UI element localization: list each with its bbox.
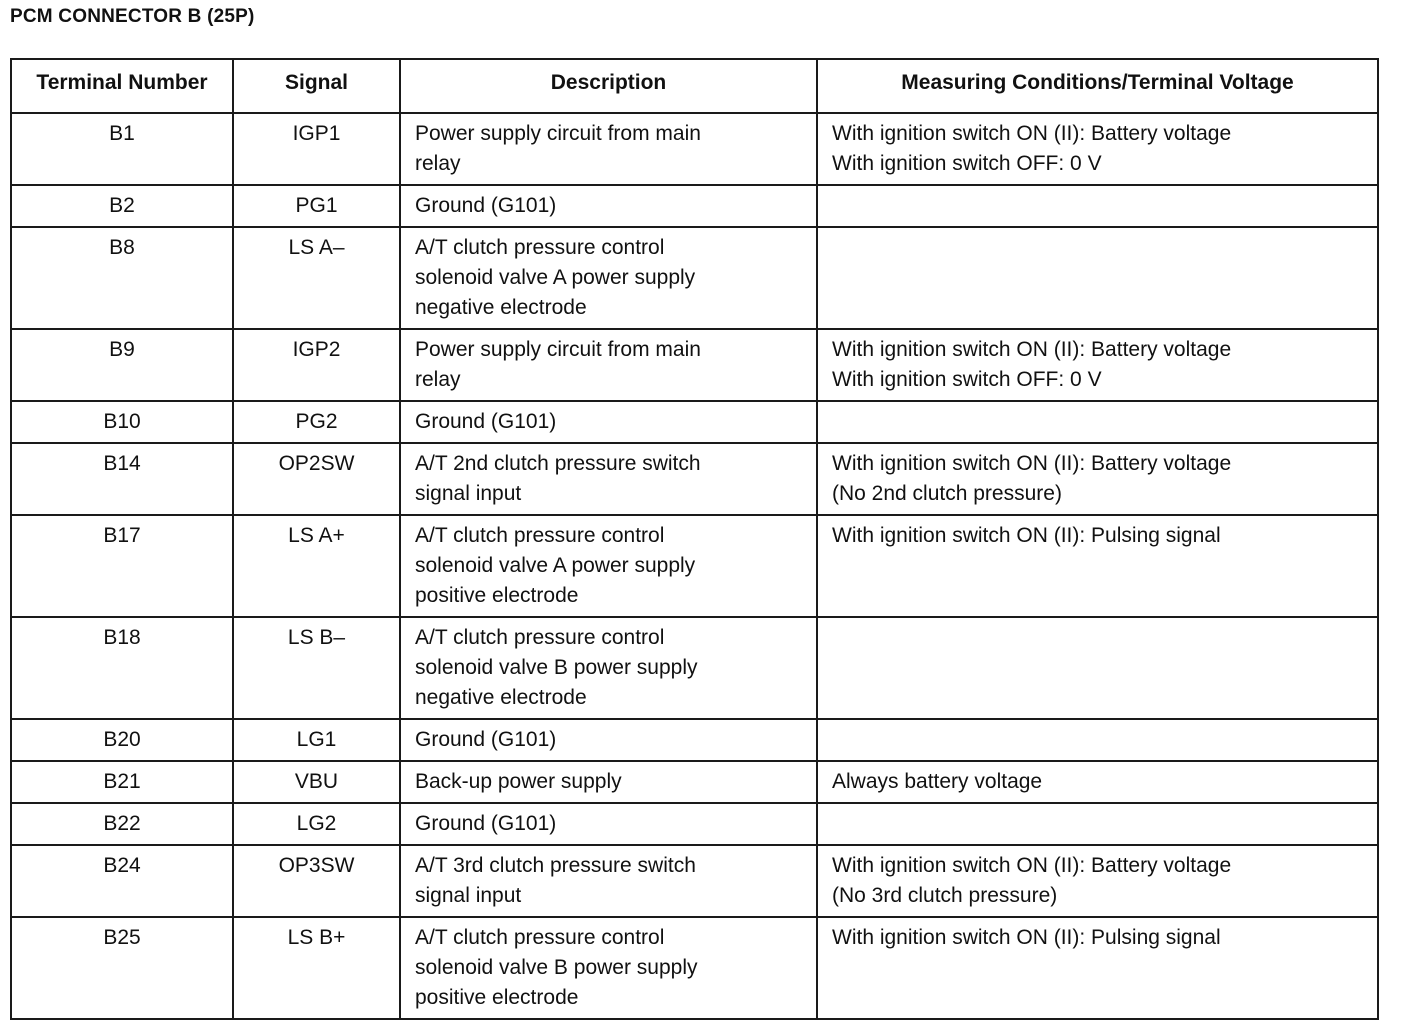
conditions-line: With ignition switch ON (II): Battery voltage (832, 452, 1232, 475)
signal-cell: OP2SW (233, 443, 400, 515)
description-cell (400, 443, 817, 515)
header-terminal-number: Terminal Number (11, 59, 233, 113)
conditions-line: With ignition switch ON (II): Battery voltage (832, 122, 1232, 145)
description-line: positive electrode (415, 584, 579, 607)
conditions-cell (817, 917, 1378, 1019)
terminal-number-cell: B1 (11, 113, 233, 185)
signal-cell: PG2 (233, 401, 400, 443)
terminal-number-cell: B14 (11, 443, 233, 515)
description-line: Ground (G101) (415, 194, 557, 217)
conditions-cell (817, 761, 1378, 803)
description-cell (400, 917, 817, 1019)
signal-cell: IGP1 (233, 113, 400, 185)
signal-cell: OP3SW (233, 845, 400, 917)
signal-cell: LS B+ (233, 917, 400, 1019)
terminal-number-cell: B21 (11, 761, 233, 803)
table-row (11, 113, 1378, 185)
conditions-cell (817, 803, 1378, 845)
conditions-line: With ignition switch OFF: 0 V (832, 368, 1102, 391)
table-row (11, 719, 1378, 761)
description-line: relay (415, 152, 461, 175)
conditions-cell (817, 515, 1378, 617)
table-row (11, 227, 1378, 329)
description-line: solenoid valve A power supply (415, 266, 696, 289)
terminal-number-cell: B8 (11, 227, 233, 329)
signal-cell: PG1 (233, 185, 400, 227)
conditions-cell (817, 617, 1378, 719)
conditions-line: With ignition switch ON (II): Pulsing signal (832, 524, 1221, 547)
conditions-line: (No 3rd clutch pressure) (832, 884, 1058, 907)
signal-cell: IGP2 (233, 329, 400, 401)
description-cell (400, 845, 817, 917)
description-cell (400, 227, 817, 329)
description-cell (400, 113, 817, 185)
description-line: A/T clutch pressure control (415, 926, 665, 949)
table-body (11, 113, 1378, 1019)
page-title: PCM CONNECTOR B (25P) (10, 6, 255, 27)
conditions-cell (817, 845, 1378, 917)
description-cell (400, 803, 817, 845)
header-description: Description (400, 59, 817, 113)
description-cell (400, 185, 817, 227)
table-row (11, 617, 1378, 719)
description-line: relay (415, 368, 461, 391)
header-row (11, 59, 1378, 113)
description-line: A/T clutch pressure control (415, 524, 665, 547)
description-line: Ground (G101) (415, 728, 557, 751)
description-cell (400, 515, 817, 617)
description-cell (400, 719, 817, 761)
conditions-line: Always battery voltage (832, 770, 1043, 793)
description-line: signal input (415, 482, 522, 505)
terminal-number-cell: B18 (11, 617, 233, 719)
terminal-number-cell: B2 (11, 185, 233, 227)
table-row (11, 401, 1378, 443)
conditions-line: (No 2nd clutch pressure) (832, 482, 1062, 505)
table-row (11, 761, 1378, 803)
terminal-number-cell: B10 (11, 401, 233, 443)
conditions-line: With ignition switch ON (II): Battery voltage (832, 854, 1232, 877)
table-row (11, 515, 1378, 617)
table-row (11, 443, 1378, 515)
signal-cell: LS A+ (233, 515, 400, 617)
description-cell (400, 329, 817, 401)
signal-cell: LG1 (233, 719, 400, 761)
table-row (11, 185, 1378, 227)
description-line: Ground (G101) (415, 410, 557, 433)
terminal-number-cell: B20 (11, 719, 233, 761)
table-header (11, 59, 1378, 113)
terminal-number-cell: B24 (11, 845, 233, 917)
description-line: A/T 3rd clutch pressure switch (415, 854, 696, 877)
terminal-number-cell: B25 (11, 917, 233, 1019)
header-measuring-conditions: Measuring Conditions/Terminal Voltage (817, 59, 1378, 113)
description-line: solenoid valve B power supply (415, 656, 698, 679)
terminal-number-cell: B17 (11, 515, 233, 617)
description-line: signal input (415, 884, 522, 907)
description-line: A/T clutch pressure control (415, 626, 665, 649)
table-row (11, 917, 1378, 1019)
signal-cell: VBU (233, 761, 400, 803)
conditions-cell (817, 329, 1378, 401)
description-line: Back-up power supply (415, 770, 622, 793)
description-line: A/T clutch pressure control (415, 236, 665, 259)
description-cell (400, 617, 817, 719)
conditions-cell (817, 227, 1378, 329)
table-row (11, 329, 1378, 401)
table-row (11, 845, 1378, 917)
description-cell (400, 401, 817, 443)
description-line: solenoid valve B power supply (415, 956, 698, 979)
conditions-cell (817, 719, 1378, 761)
terminal-number-cell: B9 (11, 329, 233, 401)
description-line: Power supply circuit from main (415, 338, 701, 361)
terminal-number-cell: B22 (11, 803, 233, 845)
conditions-line: With ignition switch OFF: 0 V (832, 152, 1102, 175)
description-line: A/T 2nd clutch pressure switch (415, 452, 701, 475)
conditions-cell (817, 113, 1378, 185)
signal-cell: LS B– (233, 617, 400, 719)
conditions-cell (817, 185, 1378, 227)
description-cell (400, 761, 817, 803)
terminal-table (10, 58, 1379, 1020)
description-line: Ground (G101) (415, 812, 557, 835)
description-line: negative electrode (415, 296, 587, 319)
conditions-line: With ignition switch ON (II): Pulsing signal (832, 926, 1221, 949)
signal-cell: LG2 (233, 803, 400, 845)
conditions-cell (817, 401, 1378, 443)
description-line: positive electrode (415, 986, 579, 1009)
description-line: Power supply circuit from main (415, 122, 701, 145)
description-line: negative electrode (415, 686, 587, 709)
signal-cell: LS A– (233, 227, 400, 329)
conditions-line: With ignition switch ON (II): Battery voltage (832, 338, 1232, 361)
description-line: solenoid valve A power supply (415, 554, 696, 577)
header-signal: Signal (233, 59, 400, 113)
conditions-cell (817, 443, 1378, 515)
table-row (11, 803, 1378, 845)
